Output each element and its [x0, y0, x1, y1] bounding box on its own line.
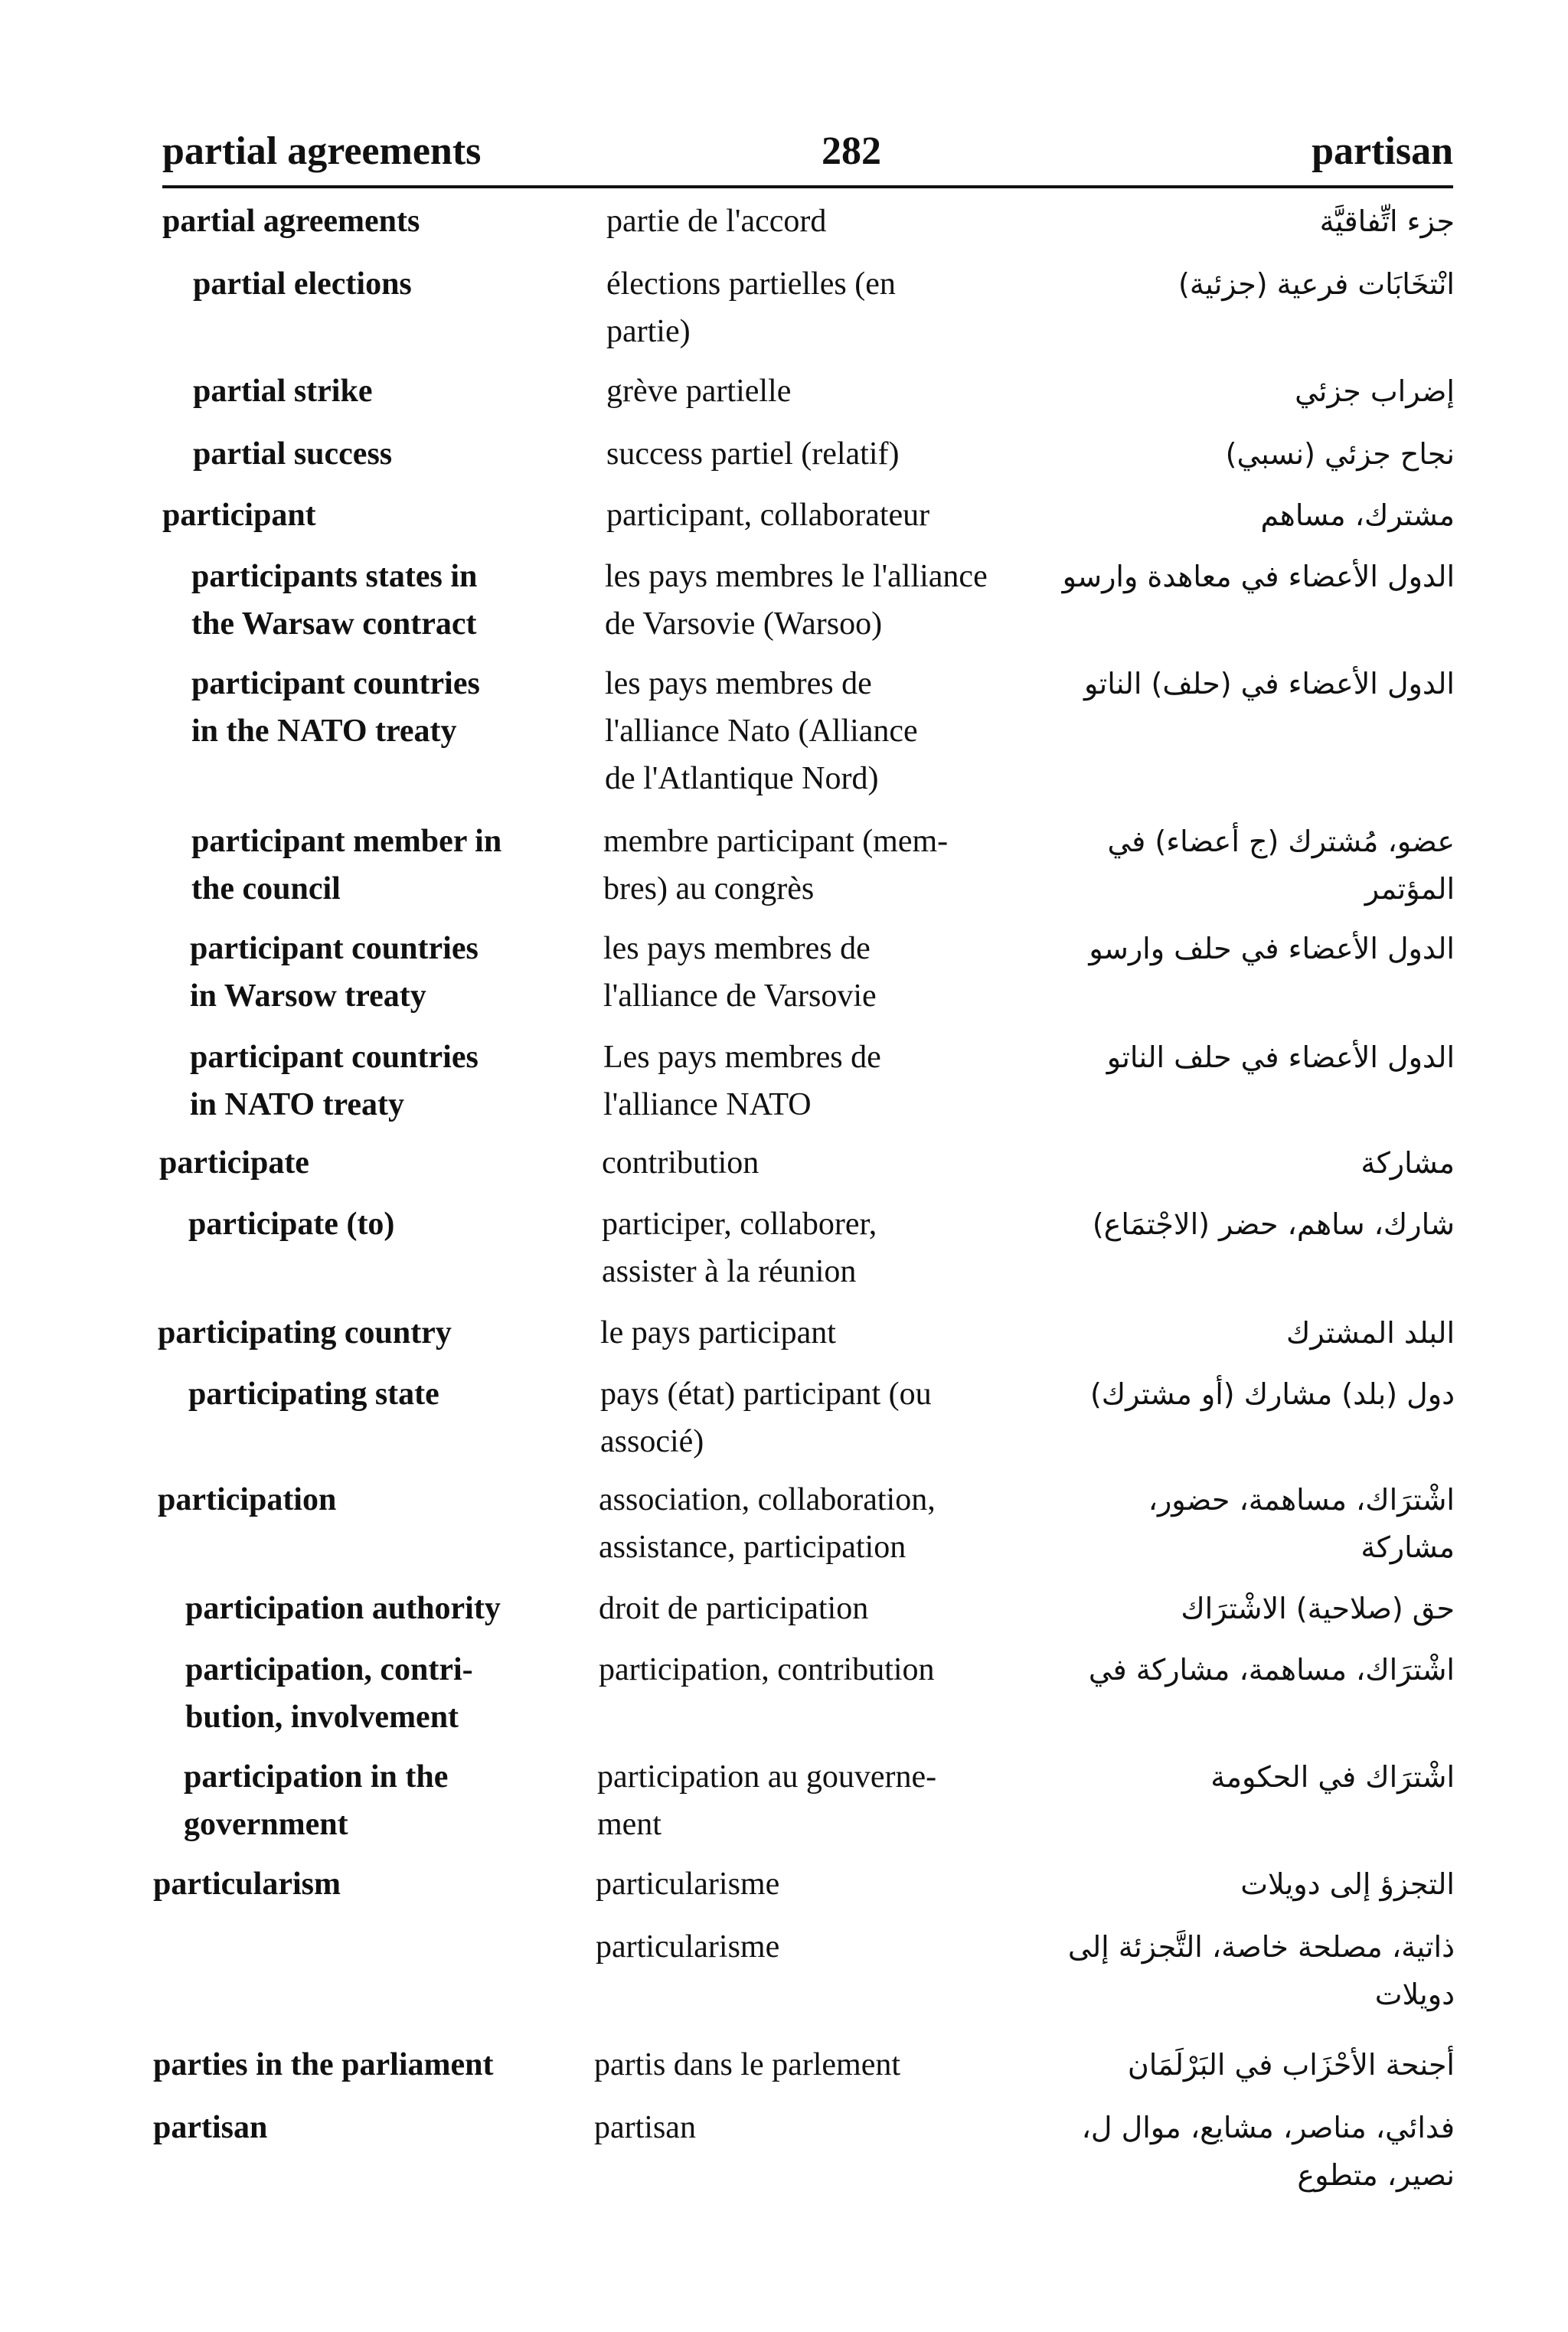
entry-french: participer, collaborer, assister à la réunion	[602, 1207, 877, 1289]
entry-french: les pays membres de l'alliance de Varsovie	[603, 931, 877, 1014]
entry-arabic: التجزؤ إلى دويلات	[1240, 1867, 1455, 1901]
entry-arabic: إضراب جزئي	[1295, 374, 1455, 408]
entry-arabic: اشْترَاك، مساهمة، حضور، مشاركة	[1148, 1483, 1455, 1564]
entry-english: partial elections	[193, 266, 412, 302]
entry-french: membre participant (mem- bres) au congrès	[603, 824, 949, 906]
entry-arabic: فدائي، مناصر، مشايع، موال ل، نصير، متطوع	[1081, 2111, 1455, 2192]
entry-arabic: نجاح جزئي (نسبي)	[1225, 437, 1455, 471]
header-last-entry: partisan	[1312, 129, 1453, 173]
entry-french: les pays membres de l'alliance Nato (Alliance de l'Atlantique Nord)	[605, 666, 918, 796]
entry-english: participant countries in Warsow treaty	[190, 931, 479, 1014]
entry-english: particularism	[153, 1867, 341, 1902]
entry-arabic: البلد المشترك	[1286, 1316, 1455, 1350]
entry-english: participating country	[158, 1315, 452, 1351]
entry-english: partial strike	[193, 374, 373, 409]
entry-french: partie de l'accord	[606, 204, 827, 239]
entry-english: participate (to)	[188, 1207, 395, 1242]
entry-arabic: الدول الأعضاء في حلف الناتو	[1106, 1040, 1455, 1074]
page-number: 282	[822, 129, 881, 173]
entry-arabic: الدول الأعضاء في (حلف) الناتو	[1084, 667, 1455, 701]
entry-english: participant member in the council	[191, 824, 502, 906]
entry-english: participating state	[188, 1377, 439, 1412]
entry-french: pays (état) participant (ou associé)	[600, 1377, 932, 1459]
entry-french: les pays membres le l'alliance de Varsovie (Warsoo)	[605, 559, 988, 642]
entry-arabic: عضو، مُشترك (ج أعضاء) في المؤتمر	[1107, 825, 1455, 906]
entry-french: particularisme	[596, 1929, 780, 1965]
entry-french: success partiel (relatif)	[606, 436, 900, 472]
entry-french: droit de participation	[599, 1591, 869, 1626]
entry-arabic: انْتخَابَات فرعية (جزئية)	[1178, 267, 1455, 301]
entry-french: contribution	[602, 1145, 760, 1181]
entry-french: participation, contribution	[599, 1652, 935, 1687]
entry-french: participant, collaborateur	[606, 498, 930, 533]
header-first-entry: partial agreements	[162, 129, 482, 173]
entry-english: participation authority	[185, 1591, 501, 1626]
entry-english: participate	[159, 1145, 309, 1181]
entry-french: partis dans le parlement	[594, 2047, 901, 2082]
entry-english: partisan	[153, 2110, 268, 2145]
entry-french: association, collaboration, assistance, participation	[599, 1482, 936, 1565]
entry-arabic: أجنحة الأحْزَاب في البَرْلَمَان	[1127, 2048, 1455, 2082]
entry-french: participation au gouverne- ment	[597, 1759, 937, 1842]
entry-english: participant countries in NATO treaty	[190, 1040, 479, 1122]
entry-english: partial success	[193, 436, 393, 472]
entry-arabic: مشترك، مساهم	[1260, 498, 1455, 532]
entry-english: parties in the parliament	[153, 2047, 494, 2082]
entry-english: participation, contri- bution, involvement	[185, 1652, 473, 1735]
entry-english: participants states in the Warsaw contract	[191, 559, 478, 642]
entry-english: partial agreements	[162, 204, 420, 239]
entry-english: participant countries in the NATO treaty	[191, 666, 480, 749]
entry-arabic: شارك، ساهم، حضر (الاجْتمَاع)	[1092, 1207, 1455, 1241]
entry-arabic: الدول الأعضاء في معاهدة وارسو	[1062, 560, 1455, 593]
entry-french: particularisme	[596, 1867, 780, 1902]
entry-french: grève partielle	[606, 374, 792, 409]
entry-arabic: دول (بلد) مشارك (أو مشترك)	[1089, 1377, 1455, 1411]
entry-arabic: حق (صلاحية) الاشْترَاك	[1181, 1592, 1455, 1625]
entry-arabic: مشاركة	[1361, 1146, 1455, 1180]
entry-arabic: ذاتية، مصلحة خاصة، التَّجزئة إلى دويلات	[1067, 1930, 1455, 2011]
entry-arabic: جزء اتِّفاقيَّة	[1319, 204, 1455, 238]
running-header	[162, 129, 1453, 188]
entry-english: participant	[162, 498, 316, 533]
entry-arabic: اشْترَاك في الحكومة	[1210, 1760, 1455, 1794]
entry-english: participation in the government	[184, 1759, 449, 1842]
entry-french: le pays participant	[600, 1315, 836, 1351]
entry-english: participation	[158, 1482, 337, 1517]
entry-french: Les pays membres de l'alliance NATO	[603, 1040, 881, 1122]
entry-arabic: الدول الأعضاء في حلف وارسو	[1089, 932, 1455, 965]
entry-arabic: اشْترَاك، مساهمة، مشاركة في	[1088, 1653, 1455, 1687]
entry-french: partisan	[594, 2110, 696, 2145]
entry-french: élections partielles (en partie)	[606, 266, 896, 349]
